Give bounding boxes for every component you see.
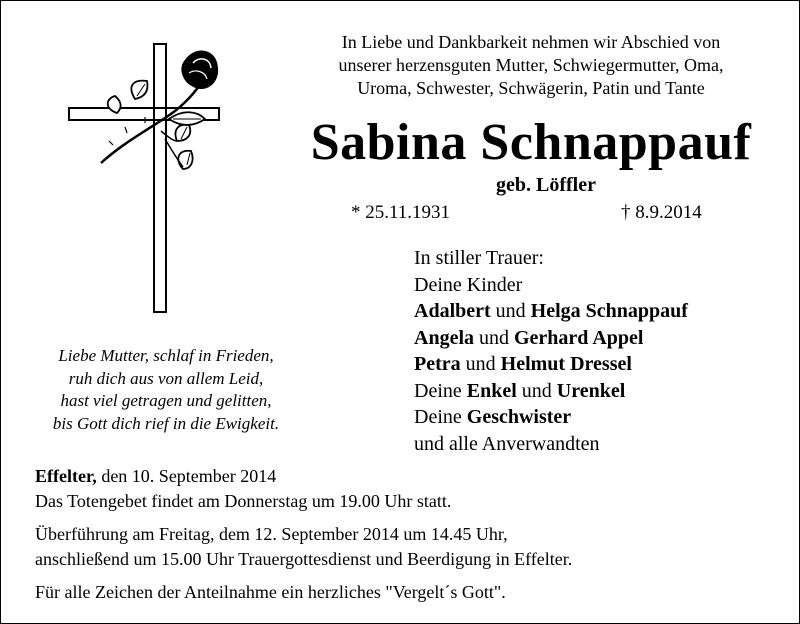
prayer-notice: Das Totengebet findet am Donnerstag um 19.00 Uhr statt. (35, 491, 452, 511)
children-label: Deine Kinder (414, 273, 523, 296)
intro-line: unserer herzensguten Mutter, Schwiegermutter, Oma, (338, 55, 724, 75)
mourner-couple: Petra und Helmut Dressel (414, 353, 632, 375)
intro-text (301, 31, 761, 100)
poem-line: hast viel getragen und gelitten, (60, 391, 272, 410)
mourner-couple: Adalbert und Helga Schnappauf (414, 300, 688, 322)
funeral-details (35, 464, 572, 605)
mourner-couple: Angela und Gerhard Appel (414, 326, 644, 349)
memorial-poem (21, 345, 311, 435)
death-date: † 8.9.2014 (621, 202, 702, 223)
siblings-line: Deine Geschwister (414, 406, 572, 428)
birth-date: * 25.11.1931 (351, 202, 451, 223)
intro-line: Uroma, Schwester, Schwägerin, Patin und Tante (357, 78, 705, 98)
thanks-notice: Für alle Zeichen der Anteilnahme ein herzliches "Vergelt´s Gott". (35, 582, 506, 602)
grandchildren-line: Deine Enkel und Urenkel (414, 379, 626, 402)
place: Effelter, (35, 466, 97, 486)
deceased-name: Sabina Schnappauf (310, 114, 752, 171)
poem-line: Liebe Mutter, schlaf in Frieden, (58, 346, 274, 365)
birth-name: geb. Löffler (496, 174, 596, 196)
poem-line: ruh dich aus von allem Leid, (68, 368, 264, 388)
cross-with-rose-icon (65, 41, 225, 316)
transfer-notice-line: Überführung am Freitag, dem 12. September 2014 um 14.45 Uhr, (35, 524, 508, 544)
date: den 10. September 2014 (101, 466, 277, 486)
poem-line: bis Gott dich rief in die Ewigkeit. (52, 413, 280, 433)
mourners-list (414, 245, 688, 457)
place-date (35, 464, 572, 489)
mourners-heading: In stiller Trauer: (414, 247, 544, 269)
relatives-line: und alle Anverwandten (414, 432, 600, 455)
transfer-notice-line: anschließend um 15.00 Uhr Trauergottesdienst und Beerdigung in Effelter. (35, 549, 573, 569)
intro-line: In Liebe und Dankbarkeit nehmen wir Abschied von (341, 32, 721, 52)
